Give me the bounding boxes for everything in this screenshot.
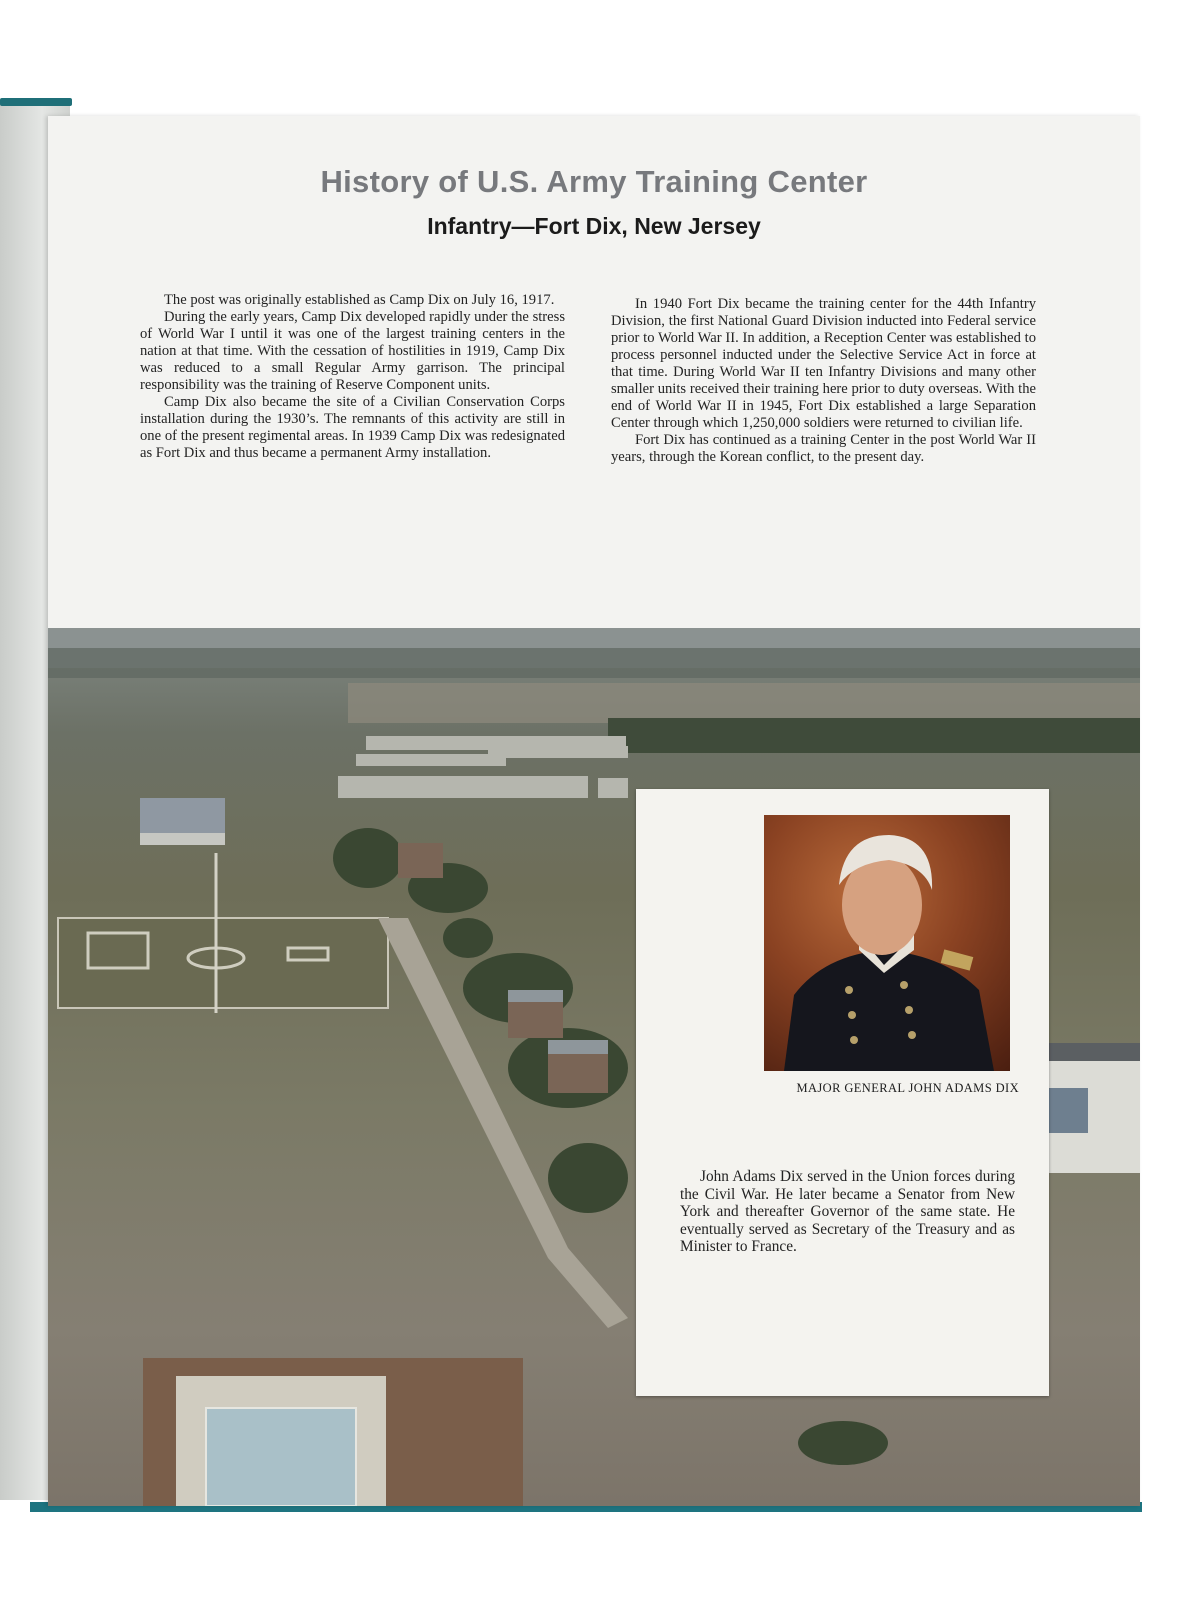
- page-title: History of U.S. Army Training Center: [320, 164, 868, 199]
- text-column-right: [611, 296, 1036, 466]
- distant-town: [48, 648, 1140, 678]
- paragraph: Camp Dix also became the site of a Civilian Conservation Corps installation during the 1930’s. The remnants of this activity are still in one of the present regimental areas. In 1939 Camp Dix was redesignated as Fort Dix and thus became a permanent Army installation.: [140, 394, 565, 461]
- inset-card: [636, 789, 1049, 1396]
- airfield: [348, 683, 1140, 723]
- barracks-rows: [338, 736, 628, 798]
- biography-text: John Adams Dix served in the Union forces during the Civil War. He later became a Senator from New York and thereafter Governor of the same state. He eventually served as Secretary of the Treasury and as Minister to France.: [680, 1168, 1015, 1255]
- portrait-caption: MAJOR GENERAL JOHN ADAMS DIX: [796, 1081, 1019, 1095]
- book-cover-trim: [0, 98, 72, 106]
- paragraph: In 1940 Fort Dix became the training center for the 44th Infantry Division, the first National Guard Division inducted into Federal service prior to World War II. In addition, a Reception Center was established to process personnel inducted under the Selective Service Act in force at that time. During World War II ten Infantry Divisions and many other smaller units received their training here prior to duty overseas. With the end of World War II in 1945, Fort Dix established a large Separation Center through which 1,250,000 soldiers were returned to civilian life.: [611, 296, 1036, 431]
- page-subtitle: Infantry—Fort Dix, New Jersey: [427, 213, 761, 239]
- portrait-painting: [764, 815, 1010, 1071]
- tree-line: [608, 718, 1140, 753]
- paragraph: During the early years, Camp Dix developed rapidly under the stress of World War I until it was one of the largest training centers in the nation at that time. With the cessation of hostilities in 1919, Camp Dix was reduced to a small Regular Army garrison. The principal responsibility was the training of Reserve Component units.: [140, 309, 565, 393]
- text-column-left: [140, 292, 565, 462]
- paragraph: Fort Dix has continued as a training Center in the post World War II years, through the Korean conflict, to the present day.: [611, 432, 1036, 465]
- paragraph: The post was originally established as Camp Dix on July 16, 1917.: [164, 292, 555, 308]
